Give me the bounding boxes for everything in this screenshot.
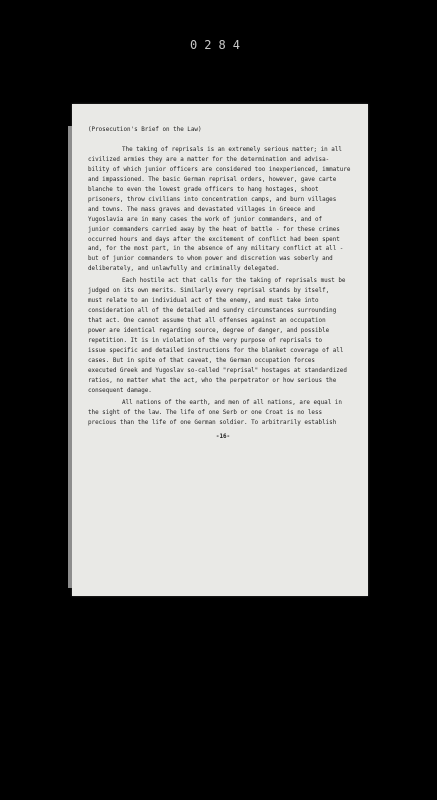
text-line: cases. But in spite of that caveat, the German occupation forces xyxy=(88,357,315,364)
paragraph-1 xyxy=(88,146,358,275)
text-line: the sight of the law. The life of one Serb or one Croat is no less xyxy=(88,409,323,416)
text-line: must relate to an individual act of the enemy, and must take into xyxy=(88,298,319,305)
text-line: deliberately, and unlawfully and criminally delegated. xyxy=(88,266,280,273)
text-line: consequent damage. xyxy=(88,387,152,394)
frame-number: 0284 xyxy=(190,38,247,52)
text-line: judged on its own merits. Similarly every reprisal stands by itself, xyxy=(88,288,330,295)
document-page xyxy=(72,104,368,596)
text-line: and towns. The mass graves and devastated villages in Greece and xyxy=(88,206,315,213)
text-line: that act. One cannot assume that all offenses against an occupation xyxy=(88,318,326,325)
document-heading: (Prosecution's Brief on the Law) xyxy=(88,127,202,133)
text-line: Each hostile act that calls for the taking of reprisals must be xyxy=(122,278,346,285)
text-line: civilized armies they are a matter for the determination and advisa- xyxy=(88,156,330,163)
text-line: and, for the most part, in the absence of any military conflict at all - xyxy=(88,246,344,253)
text-line: power are identical regarding source, degree of danger, and possible xyxy=(88,328,330,335)
text-line: occurred hours and days after the excitement of conflict had been spent xyxy=(88,236,340,243)
text-line: bility of which junior officers are considered too inexperienced, immature xyxy=(88,166,351,173)
text-line: issue specific and detailed instructions for the blanket coverage of all xyxy=(88,348,344,355)
text-line: Yugoslavia are in many cases the work of junior commanders, and of xyxy=(88,216,323,223)
text-line: prisoners, throw civilians into concentration camps, and burn villages xyxy=(88,196,337,203)
text-line: ratios, no matter what the act, who the perpetrator or how serious the xyxy=(88,377,337,384)
page-number: -16- xyxy=(215,433,231,440)
document-text xyxy=(88,126,358,443)
paragraph-2 xyxy=(88,277,358,396)
text-line: but of junior commanders to whom power and discretion was soberly and xyxy=(88,256,333,263)
text-line: All nations of the earth, and men of all nations, are equal in xyxy=(122,399,342,406)
text-line: blanche to even the lowest grade officers to hang hostages, shoot xyxy=(88,186,319,193)
text-line: and impassioned. The basic German reprisal orders, however, gave carte xyxy=(88,176,337,183)
text-line: junior commanders carried away by the heat of battle - for these crimes xyxy=(88,226,340,233)
text-line: repetition. It is in violation of the very purpose of reprisals to xyxy=(88,338,323,345)
text-line: precious than the life of one German soldier. To arbitrarily establish xyxy=(88,419,337,426)
text-line: The taking of reprisals is an extremely serious matter; in all xyxy=(122,146,342,153)
text-line: consideration all of the detailed and sundry circumstances surrounding xyxy=(88,308,337,315)
paragraph-3 xyxy=(88,399,358,429)
text-line: executed Greek and Yugoslav so-called "reprisal" hostages at standardized xyxy=(88,367,347,374)
